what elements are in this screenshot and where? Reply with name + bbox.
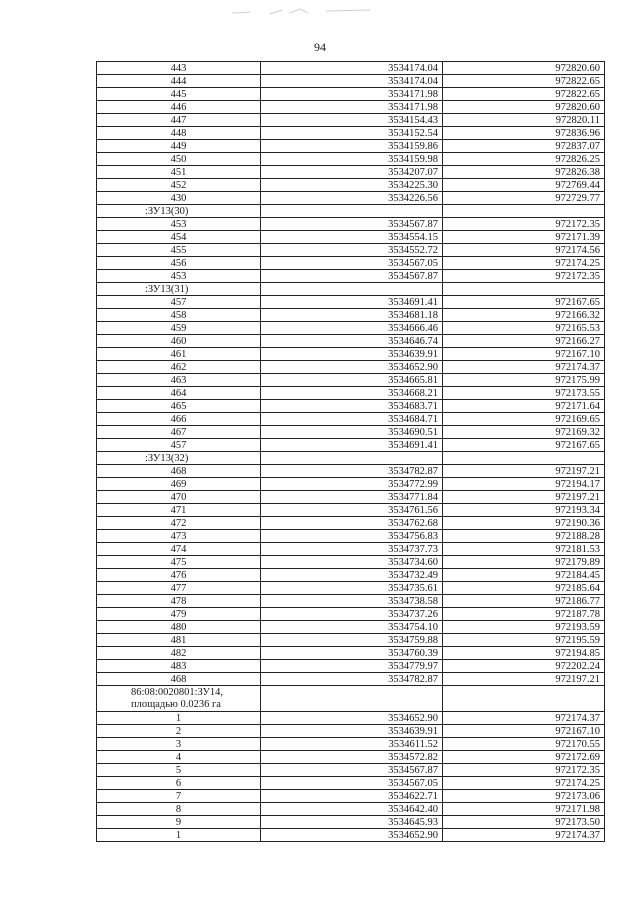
y-coordinate-cell: 972769.44: [443, 179, 605, 192]
point-number-cell: 467: [97, 426, 261, 439]
table-row: [97, 88, 605, 101]
table-row: [97, 530, 605, 543]
y-coordinate-cell: 972202.24: [443, 660, 605, 673]
x-coordinate-cell: 3534666.46: [261, 322, 443, 335]
x-coordinate-cell: 3534646.74: [261, 335, 443, 348]
y-coordinate-cell: 972836.96: [443, 127, 605, 140]
y-coordinate-cell: 972820.60: [443, 101, 605, 114]
x-coordinate-cell: 3534207.07: [261, 166, 443, 179]
point-number-cell: 449: [97, 140, 261, 153]
empty-cell: [261, 686, 443, 712]
table-row: [97, 218, 605, 231]
x-coordinate-cell: 3534759.88: [261, 634, 443, 647]
x-coordinate-cell: 3534652.90: [261, 829, 443, 842]
table-row: [97, 790, 605, 803]
x-coordinate-cell: 3534681.18: [261, 309, 443, 322]
point-number-cell: 476: [97, 569, 261, 582]
table-row: [97, 62, 605, 75]
table-row: [97, 153, 605, 166]
x-coordinate-cell: 3534754.10: [261, 621, 443, 634]
table-row: [97, 374, 605, 387]
y-coordinate-cell: 972820.60: [443, 62, 605, 75]
table-row: [97, 426, 605, 439]
x-coordinate-cell: 3534691.41: [261, 439, 443, 452]
point-number-cell: 446: [97, 101, 261, 114]
empty-cell: [443, 686, 605, 712]
x-coordinate-cell: 3534225.30: [261, 179, 443, 192]
y-coordinate-cell: 972167.10: [443, 725, 605, 738]
x-coordinate-cell: 3534737.73: [261, 543, 443, 556]
scan-artifact: [230, 4, 390, 18]
point-number-cell: 7: [97, 790, 261, 803]
y-coordinate-cell: 972167.65: [443, 296, 605, 309]
point-number-cell: 450: [97, 153, 261, 166]
table-row: [97, 413, 605, 426]
x-coordinate-cell: 3534171.98: [261, 88, 443, 101]
table-row: [97, 439, 605, 452]
y-coordinate-cell: 972172.35: [443, 764, 605, 777]
y-coordinate-cell: 972174.25: [443, 257, 605, 270]
y-coordinate-cell: 972171.98: [443, 803, 605, 816]
y-coordinate-cell: 972181.53: [443, 543, 605, 556]
parcel-header-row: [97, 686, 605, 712]
y-coordinate-cell: 972190.36: [443, 517, 605, 530]
table-row: [97, 582, 605, 595]
table-row: [97, 101, 605, 114]
x-coordinate-cell: 3534732.49: [261, 569, 443, 582]
point-number-cell: 459: [97, 322, 261, 335]
empty-cell: [261, 283, 443, 296]
table-row: [97, 244, 605, 257]
x-coordinate-cell: 3534159.86: [261, 140, 443, 153]
table-row: [97, 361, 605, 374]
x-coordinate-cell: 3534159.98: [261, 153, 443, 166]
x-coordinate-cell: 3534735.61: [261, 582, 443, 595]
point-number-cell: 6: [97, 777, 261, 790]
point-number-cell: 5: [97, 764, 261, 777]
x-coordinate-cell: 3534611.52: [261, 738, 443, 751]
x-coordinate-cell: 3534152.54: [261, 127, 443, 140]
x-coordinate-cell: 3534567.05: [261, 777, 443, 790]
table-row: [97, 634, 605, 647]
x-coordinate-cell: 3534771.84: [261, 491, 443, 504]
point-number-cell: 481: [97, 634, 261, 647]
table-row: [97, 270, 605, 283]
y-coordinate-cell: 972167.10: [443, 348, 605, 361]
point-number-cell: 9: [97, 816, 261, 829]
y-coordinate-cell: 972169.65: [443, 413, 605, 426]
point-number-cell: 8: [97, 803, 261, 816]
point-number-cell: 463: [97, 374, 261, 387]
table-row: [97, 712, 605, 725]
table-row: [97, 556, 605, 569]
table-row: [97, 803, 605, 816]
point-number-cell: 473: [97, 530, 261, 543]
y-coordinate-cell: 972174.37: [443, 829, 605, 842]
point-number-cell: 474: [97, 543, 261, 556]
y-coordinate-cell: 972197.21: [443, 673, 605, 686]
x-coordinate-cell: 3534552.72: [261, 244, 443, 257]
x-coordinate-cell: 3534642.40: [261, 803, 443, 816]
section-label: :ЗУ13(32): [97, 452, 261, 465]
y-coordinate-cell: 972166.27: [443, 335, 605, 348]
table-row: [97, 231, 605, 244]
point-number-cell: 470: [97, 491, 261, 504]
point-number-cell: 458: [97, 309, 261, 322]
x-coordinate-cell: 3534567.87: [261, 270, 443, 283]
table-row: [97, 140, 605, 153]
table-row: [97, 400, 605, 413]
point-number-cell: 3: [97, 738, 261, 751]
point-number-cell: 471: [97, 504, 261, 517]
x-coordinate-cell: 3534572.82: [261, 751, 443, 764]
table-row: [97, 114, 605, 127]
y-coordinate-cell: 972186.77: [443, 595, 605, 608]
x-coordinate-cell: 3534554.15: [261, 231, 443, 244]
point-number-cell: 445: [97, 88, 261, 101]
point-number-cell: 443: [97, 62, 261, 75]
table-row: [97, 569, 605, 582]
x-coordinate-cell: 3534174.04: [261, 75, 443, 88]
y-coordinate-cell: 972167.65: [443, 439, 605, 452]
y-coordinate-cell: 972174.56: [443, 244, 605, 257]
point-number-cell: 455: [97, 244, 261, 257]
y-coordinate-cell: 972179.89: [443, 556, 605, 569]
x-coordinate-cell: 3534154.43: [261, 114, 443, 127]
x-coordinate-cell: 3534738.58: [261, 595, 443, 608]
y-coordinate-cell: 972165.53: [443, 322, 605, 335]
y-coordinate-cell: 972822.65: [443, 88, 605, 101]
y-coordinate-cell: 972172.69: [443, 751, 605, 764]
table-row: [97, 543, 605, 556]
table-row: [97, 816, 605, 829]
point-number-cell: 482: [97, 647, 261, 660]
table-row: [97, 725, 605, 738]
point-number-cell: 478: [97, 595, 261, 608]
y-coordinate-cell: 972194.17: [443, 478, 605, 491]
point-number-cell: 461: [97, 348, 261, 361]
x-coordinate-cell: 3534690.51: [261, 426, 443, 439]
point-number-cell: 448: [97, 127, 261, 140]
table-row: [97, 491, 605, 504]
y-coordinate-cell: 972195.59: [443, 634, 605, 647]
empty-cell: [261, 452, 443, 465]
table-row: [97, 647, 605, 660]
point-number-cell: 460: [97, 335, 261, 348]
table-row: [97, 309, 605, 322]
y-coordinate-cell: 972172.35: [443, 270, 605, 283]
y-coordinate-cell: 972193.34: [443, 504, 605, 517]
x-coordinate-cell: 3534762.68: [261, 517, 443, 530]
x-coordinate-cell: 3534226.56: [261, 192, 443, 205]
table-row: [97, 192, 605, 205]
point-number-cell: 1: [97, 712, 261, 725]
empty-cell: [261, 205, 443, 218]
point-number-cell: 456: [97, 257, 261, 270]
point-number-cell: 479: [97, 608, 261, 621]
table-row: [97, 764, 605, 777]
y-coordinate-cell: 972174.37: [443, 361, 605, 374]
page-number: 94: [314, 40, 326, 54]
y-coordinate-cell: 972197.21: [443, 465, 605, 478]
y-coordinate-cell: 972184.45: [443, 569, 605, 582]
x-coordinate-cell: 3534652.90: [261, 361, 443, 374]
point-number-cell: 477: [97, 582, 261, 595]
y-coordinate-cell: 972173.50: [443, 816, 605, 829]
table-row: [97, 335, 605, 348]
x-coordinate-cell: 3534734.60: [261, 556, 443, 569]
point-number-cell: 430: [97, 192, 261, 205]
table-row: [97, 387, 605, 400]
table-row: [97, 595, 605, 608]
x-coordinate-cell: 3534639.91: [261, 348, 443, 361]
point-number-cell: 462: [97, 361, 261, 374]
x-coordinate-cell: 3534645.93: [261, 816, 443, 829]
table-row: [97, 127, 605, 140]
y-coordinate-cell: 972173.06: [443, 790, 605, 803]
y-coordinate-cell: 972194.85: [443, 647, 605, 660]
empty-cell: [443, 205, 605, 218]
table-row: [97, 257, 605, 270]
y-coordinate-cell: 972187.78: [443, 608, 605, 621]
section-label: :ЗУ13(31): [97, 283, 261, 296]
y-coordinate-cell: 972174.37: [443, 712, 605, 725]
table-row: [97, 608, 605, 621]
y-coordinate-cell: 972169.32: [443, 426, 605, 439]
y-coordinate-cell: 972174.25: [443, 777, 605, 790]
section-header-row: [97, 452, 605, 465]
section-header-row: [97, 205, 605, 218]
x-coordinate-cell: 3534684.71: [261, 413, 443, 426]
point-number-cell: 464: [97, 387, 261, 400]
table-row: [97, 75, 605, 88]
empty-cell: [443, 452, 605, 465]
x-coordinate-cell: 3534668.21: [261, 387, 443, 400]
point-number-cell: 457: [97, 439, 261, 452]
point-number-cell: 469: [97, 478, 261, 491]
x-coordinate-cell: 3534567.05: [261, 257, 443, 270]
table-row: [97, 348, 605, 361]
y-coordinate-cell: 972171.64: [443, 400, 605, 413]
coordinates-table-body: [97, 62, 605, 842]
y-coordinate-cell: 972173.55: [443, 387, 605, 400]
point-number-cell: 4: [97, 751, 261, 764]
table-row: [97, 322, 605, 335]
empty-cell: [443, 283, 605, 296]
y-coordinate-cell: 972166.32: [443, 309, 605, 322]
x-coordinate-cell: 3534639.91: [261, 725, 443, 738]
point-number-cell: 468: [97, 673, 261, 686]
table-row: [97, 478, 605, 491]
parcel-label: 86:08:0020801:ЗУ14, площадью 0.0236 га: [97, 686, 261, 712]
point-number-cell: 444: [97, 75, 261, 88]
table-row: [97, 673, 605, 686]
point-number-cell: 483: [97, 660, 261, 673]
point-number-cell: 454: [97, 231, 261, 244]
x-coordinate-cell: 3534779.97: [261, 660, 443, 673]
x-coordinate-cell: 3534782.87: [261, 673, 443, 686]
x-coordinate-cell: 3534761.56: [261, 504, 443, 517]
point-number-cell: 453: [97, 218, 261, 231]
x-coordinate-cell: 3534665.81: [261, 374, 443, 387]
table-row: [97, 621, 605, 634]
x-coordinate-cell: 3534567.87: [261, 218, 443, 231]
table-row: [97, 517, 605, 530]
point-number-cell: 2: [97, 725, 261, 738]
table-row: [97, 166, 605, 179]
table-row: [97, 660, 605, 673]
x-coordinate-cell: 3534691.41: [261, 296, 443, 309]
point-number-cell: 453: [97, 270, 261, 283]
point-number-cell: 452: [97, 179, 261, 192]
section-header-row: [97, 283, 605, 296]
x-coordinate-cell: 3534683.71: [261, 400, 443, 413]
y-coordinate-cell: 972837.07: [443, 140, 605, 153]
point-number-cell: 1: [97, 829, 261, 842]
table-row: [97, 296, 605, 309]
x-coordinate-cell: 3534652.90: [261, 712, 443, 725]
table-row: [97, 751, 605, 764]
y-coordinate-cell: 972826.38: [443, 166, 605, 179]
y-coordinate-cell: 972193.59: [443, 621, 605, 634]
table-row: [97, 465, 605, 478]
point-number-cell: 468: [97, 465, 261, 478]
x-coordinate-cell: 3534737.26: [261, 608, 443, 621]
y-coordinate-cell: 972729.77: [443, 192, 605, 205]
table-row: [97, 777, 605, 790]
y-coordinate-cell: 972188.28: [443, 530, 605, 543]
table-row: [97, 738, 605, 751]
section-label: :ЗУ13(30): [97, 205, 261, 218]
table-row: [97, 504, 605, 517]
point-number-cell: 475: [97, 556, 261, 569]
point-number-cell: 472: [97, 517, 261, 530]
x-coordinate-cell: 3534756.83: [261, 530, 443, 543]
x-coordinate-cell: 3534174.04: [261, 62, 443, 75]
table-row: [97, 829, 605, 842]
y-coordinate-cell: 972826.25: [443, 153, 605, 166]
x-coordinate-cell: 3534622.71: [261, 790, 443, 803]
x-coordinate-cell: 3534782.87: [261, 465, 443, 478]
y-coordinate-cell: 972185.64: [443, 582, 605, 595]
point-number-cell: 480: [97, 621, 261, 634]
x-coordinate-cell: 3534171.98: [261, 101, 443, 114]
y-coordinate-cell: 972175.99: [443, 374, 605, 387]
y-coordinate-cell: 972822.65: [443, 75, 605, 88]
y-coordinate-cell: 972820.11: [443, 114, 605, 127]
coordinates-table: [96, 61, 605, 842]
y-coordinate-cell: 972171.39: [443, 231, 605, 244]
x-coordinate-cell: 3534760.39: [261, 647, 443, 660]
point-number-cell: 465: [97, 400, 261, 413]
y-coordinate-cell: 972172.35: [443, 218, 605, 231]
point-number-cell: 451: [97, 166, 261, 179]
y-coordinate-cell: 972197.21: [443, 491, 605, 504]
table-row: [97, 179, 605, 192]
point-number-cell: 466: [97, 413, 261, 426]
y-coordinate-cell: 972170.55: [443, 738, 605, 751]
x-coordinate-cell: 3534772.99: [261, 478, 443, 491]
point-number-cell: 447: [97, 114, 261, 127]
point-number-cell: 457: [97, 296, 261, 309]
x-coordinate-cell: 3534567.87: [261, 764, 443, 777]
